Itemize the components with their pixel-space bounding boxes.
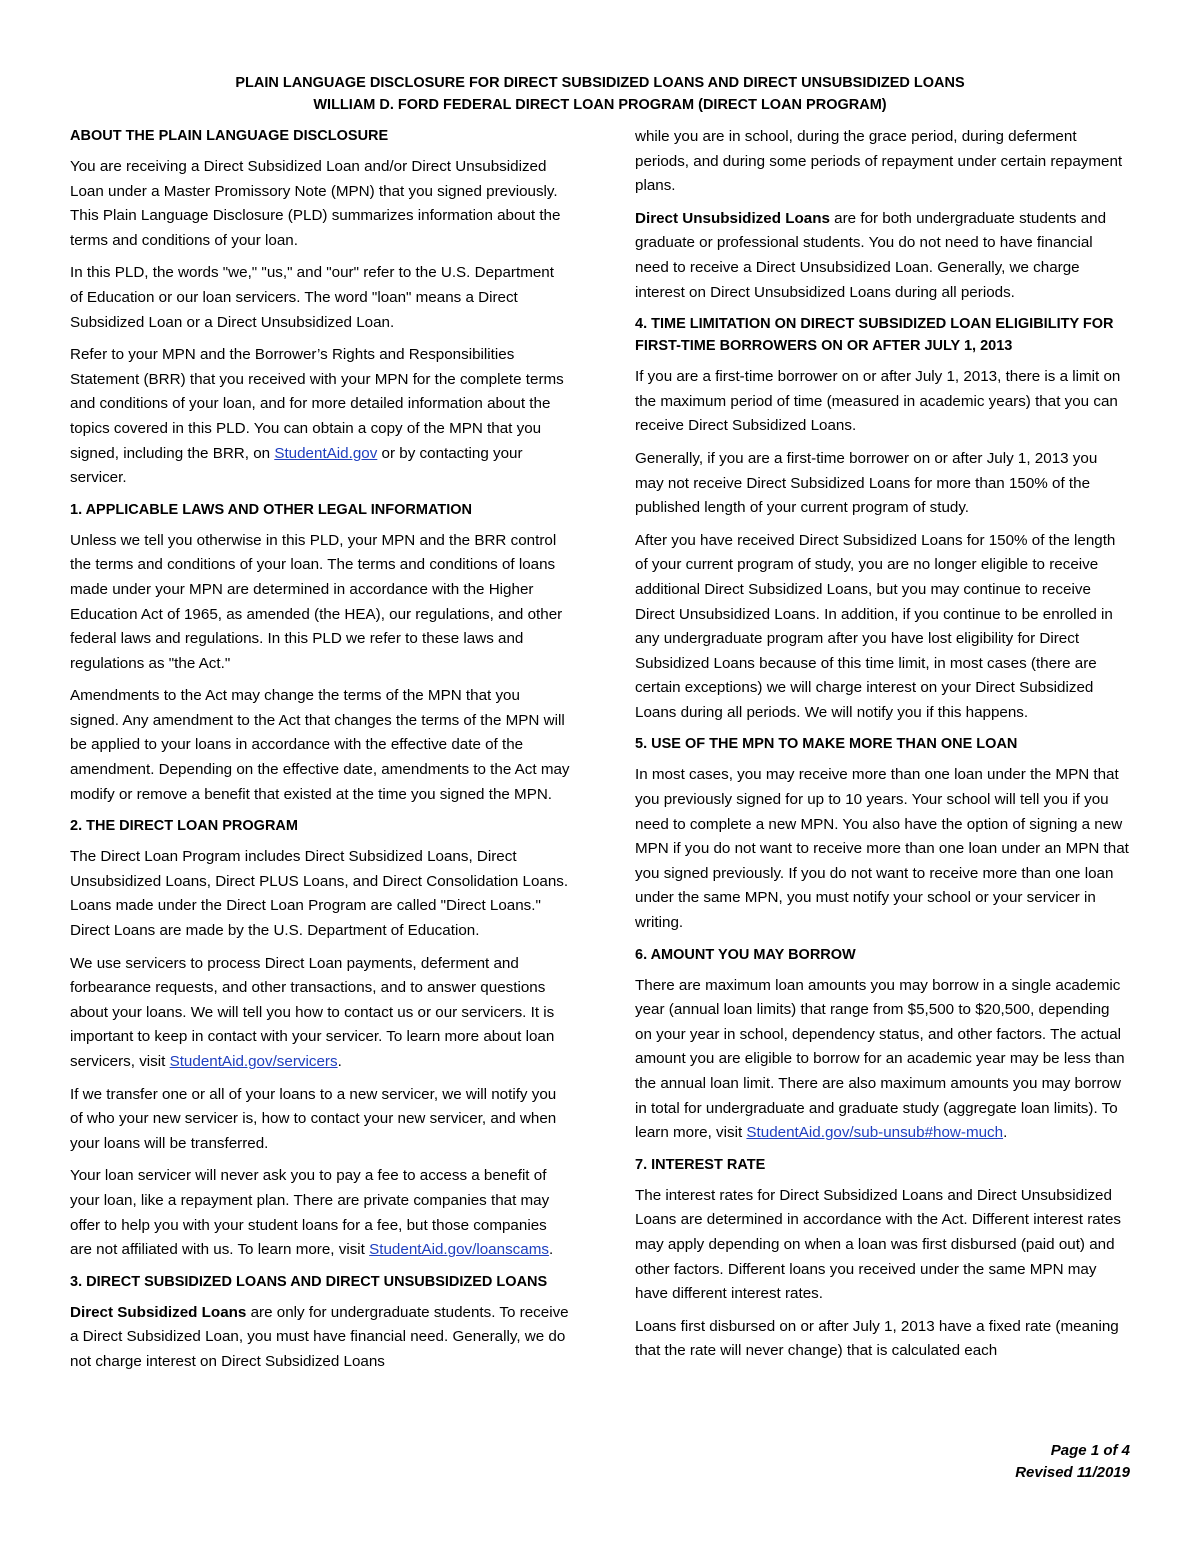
paragraph: In most cases, you may receive more than one loan under the MPN that you previously signed for up to 10 years. Your school will tell you if you need to complete a new MPN. You also have the option of signing a new MPN if you do not want to receive more than one loan under an MPN that you signed previously. If you do not want to receive more than one loan under the same MPN, you must notify your school or your servicer in writing.	[635, 766, 1129, 932]
page-footer	[1015, 1440, 1130, 1484]
paragraph: If we transfer one or all of your loans to a new servicer, we will notify you of who your new servicer is, how to contact your new servicer, and when your loans will be transferred.	[70, 1085, 557, 1152]
page-number: Page 1 of 4	[1050, 1442, 1130, 1459]
section-heading-2: 2. THE DIRECT LOAN PROGRAM	[70, 818, 298, 835]
section-heading-1: 1. APPLICABLE LAWS AND OTHER LEGAL INFORMATION	[70, 501, 472, 518]
servicers-link[interactable]: StudentAid.gov/servicers	[169, 1053, 338, 1070]
paragraph: You are receiving a Direct Subsidized Loan and/or Direct Unsubsidized Loan under a Master Promissory Note (MPN) that you signed previously. This Plain Language Disclosure (PLD) summarizes information about the terms and conditions of your loan.	[70, 158, 561, 249]
paragraph: Your loan servicer will never ask you to pay a fee to access a benefit of your loan, like a repayment plan. There are private companies that may offer to help you with your student loans for a fee, but those companies are not affiliated with us. To learn more, visit StudentAid.gov/loanscams.	[70, 1167, 554, 1259]
section-heading-7: 7. INTEREST RATE	[635, 1156, 766, 1173]
paragraph: We use servicers to process Direct Loan payments, deferment and forbearance requests, and other transactions, and to answer questions about your loans. We will tell you how to contact us or our servicers. It is important to keep in contact with your servicer. To learn more about loan servicers, visit StudentAid.gov/servicers.	[70, 954, 555, 1070]
section-heading-5: 5. USE OF THE MPN TO MAKE MORE THAN ONE LOAN	[635, 736, 1018, 753]
paragraph: After you have received Direct Subsidized Loans for 150% of the length of your current program of study, you are no longer eligible to receive additional Direct Subsidized Loans, but you may continue to receive Direct Unsubsidized Loans. In addition, if you continue to be enrolled in any undergraduate program after you have lost eligibility for Direct Subsidized Loans because of this time limit, in most cases (there are certain exceptions) we will charge interest on your Direct Subsidized Loans during all periods. We will notify you if this happens.	[635, 531, 1116, 721]
revision-date: Revised 11/2019	[1015, 1464, 1130, 1481]
paragraph: The interest rates for Direct Subsidized Loans and Direct Unsubsidized Loans are determined in accordance with the Act. Different interest rates may apply depending on when a loan was first disbursed (paid out) and other factors. Different loans you received under the same MPN may have different interest rates.	[635, 1186, 1121, 1303]
how-much-link[interactable]: StudentAid.gov/sub-unsub#how-much	[746, 1124, 1004, 1142]
loanscams-link[interactable]: StudentAid.gov/loanscams	[369, 1241, 549, 1259]
paragraph: There are maximum loan amounts you may borrow in a single academic year (annual loan limits) that range from $5,500 to $20,500, depending on your year in school, dependency status, and other factors. The actual amount you are eligible to borrow for an academic year may be less than the annual loan limit. There are also maximum amounts you may borrow in total for undergraduate and graduate study (aggregate loan limits). To learn more, visit StudentAid.gov/sub-unsub#how-much.	[635, 976, 1125, 1142]
paragraph: Unless we tell you otherwise in this PLD, your MPN and the BRR control the terms and conditions of your loan. The terms and conditions of loans made under your MPN are determined in accordance with the Higher Education Act of 1965, as amended (the HEA), our regulations, and other federal laws and regulations. In this PLD we refer to these laws and regulations as "the Act."	[70, 531, 563, 672]
document-title	[70, 72, 1130, 116]
paragraph: The Direct Loan Program includes Direct Subsidized Loans, Direct Unsubsidized Loans, Direct PLUS Loans, and Direct Consolidation Loans. Loans made under the Direct Loan Program are called "Direct Loans." Direct Loans are made by the U.S. Department of Education.	[70, 848, 569, 940]
paragraph: Refer to your MPN and the Borrower’s Rights and Responsibilities Statement (BRR) that you received with your MPN for the complete terms and conditions of your loan, and for more detailed information about the topics covered in this PLD. You can obtain a copy of the MPN that you signed, including the BRR, on StudentAid.gov or by contacting your servicer.	[70, 346, 564, 487]
paragraph: Generally, if you are a first-time borrower on or after July 1, 2013 you may not receive Direct Subsidized Loans for more than 150% of the published length of your current program of study.	[635, 449, 1098, 517]
paragraph: In this PLD, the words "we," "us," and "our" refer to the U.S. Department of Education or our loan servicers. The word "loan" means a Direct Subsidized Loan or a Direct Unsubsidized Loan.	[70, 264, 554, 331]
studentaid-link[interactable]: StudentAid.gov	[274, 444, 378, 462]
paragraph: If you are a first-time borrower on or after July 1, 2013, there is a limit on the maximum period of time (measured in academic years) that you can receive Direct Subsidized Loans.	[635, 368, 1121, 435]
paragraph: Direct Subsidized Loans are only for undergraduate students. To receive a Direct Subsidized Loan, you must have financial need. Generally, we do not charge interest on Direct Subsidized Loans	[70, 1303, 569, 1370]
section-heading-4: 4. TIME LIMITATION ON DIRECT SUBSIDIZED LOAN ELIGIBILITY FOR FIRST-TIME BORROWERS ON OR AFTER JULY 1, 2013	[635, 316, 1114, 355]
paragraph: Amendments to the Act may change the terms of the MPN that you signed. Any amendment to the Act that changes the terms of the MPN will be applied to your loans in accordance with the effective date of the amendment. Depending on the effective date, amendments to the Act may modify or remove a benefit that existed at the time you signed the MPN.	[70, 687, 570, 803]
title-line-1: PLAIN LANGUAGE DISCLOSURE FOR DIRECT SUBSIDIZED LOANS AND DIRECT UNSUBSIDIZED LOANS	[235, 75, 965, 91]
paragraph: Direct Unsubsidized Loans are for both undergraduate students and graduate or professional students. You do not need to have financial need to receive a Direct Unsubsidized Loan. Generally, we charge interest on Direct Unsubsidized Loans during all periods.	[635, 209, 1107, 301]
section-heading-3: 3. DIRECT SUBSIDIZED LOANS AND DIRECT UNSUBSIDIZED LOANS	[70, 1273, 548, 1290]
paragraph-continued: while you are in school, during the grace period, during deferment periods, and during some periods of repayment under certain repayment plans.	[635, 128, 1123, 195]
paragraph: Loans first disbursed on or after July 1, 2013 have a fixed rate (meaning that the rate will never change) that is calculated each	[635, 1317, 1119, 1360]
section-heading-about: ABOUT THE PLAIN LANGUAGE DISCLOSURE	[70, 128, 389, 144]
title-line-2: WILLIAM D. FORD FEDERAL DIRECT LOAN PROGRAM (DIRECT LOAN PROGRAM)	[313, 97, 887, 113]
left-column	[70, 125, 570, 1383]
right-column	[635, 125, 1130, 1372]
section-heading-6: 6. AMOUNT YOU MAY BORROW	[635, 946, 856, 963]
